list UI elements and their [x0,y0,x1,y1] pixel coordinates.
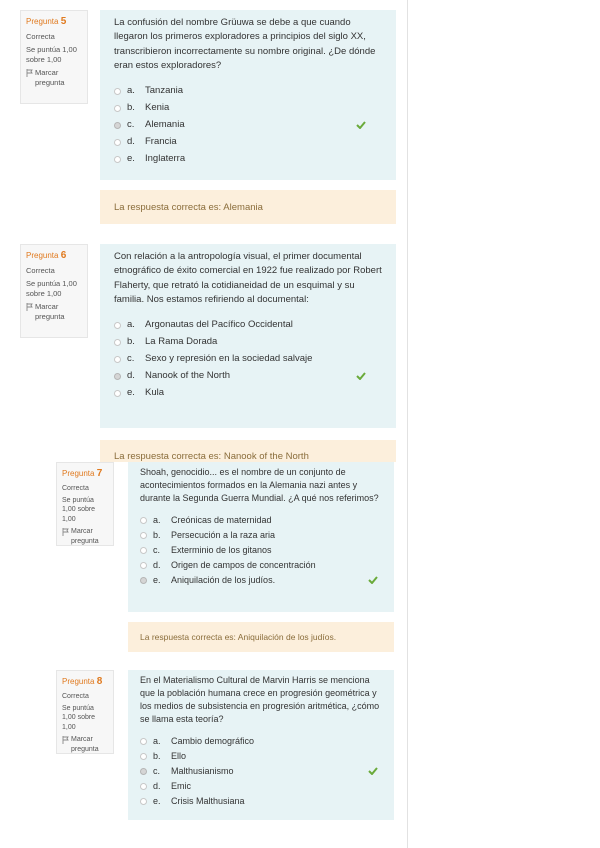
answer-option-selected[interactable] [140,573,382,588]
check-icon [356,121,366,129]
radio-button[interactable] [114,156,121,163]
option-letter: e. [127,153,135,165]
option-letter: b. [127,102,135,114]
question-score: Se puntúa 1,00 sobre 1,00 [26,278,77,298]
question-status: Correcta [62,692,89,700]
answer-option[interactable] [140,794,382,809]
question-number: 8 [96,676,103,687]
question-box-q8 [128,670,394,820]
option-text: Inglaterra [145,153,186,165]
option-text: Creónicas de maternidad [171,515,272,526]
flag-label: Marcar pregunta [35,67,65,87]
question-box-q6 [100,244,396,428]
question-label: Pregunta [26,251,59,260]
feedback-correct-answer [100,190,396,224]
option-text: Ello [171,751,187,762]
question-label: Pregunta [62,469,95,478]
answer-option[interactable] [140,779,382,794]
check-icon [368,576,378,584]
option-letter: c. [127,353,135,365]
option-text: Tanzania [145,85,184,97]
radio-button[interactable] [114,88,121,95]
flag-icon [62,528,69,536]
flag-question-link[interactable] [26,68,82,88]
radio-button[interactable] [140,517,147,524]
option-text: Cambio demográfico [171,736,255,747]
feedback-text: La respuesta correcta es: Nanook of the North [114,451,309,462]
answer-option[interactable] [140,749,382,764]
flag-label: Marcar pregunta [71,528,99,545]
answer-option-selected[interactable] [140,764,382,779]
feedback-correct-answer [128,622,394,652]
question-box-q5 [100,10,396,180]
option-letter: c. [127,119,135,131]
option-letter: d. [153,781,161,792]
option-letter: e. [127,387,135,399]
option-letter: d. [127,136,135,148]
radio-button[interactable] [140,532,147,539]
answer-option[interactable] [140,543,382,558]
question-number: 7 [96,468,103,479]
option-letter: b. [127,336,135,348]
flag-question-link[interactable] [62,527,108,546]
option-text: Origen de campos de concentración [171,560,316,571]
option-letter: e. [153,575,161,586]
option-letter: d. [153,560,161,571]
answer-option[interactable] [114,334,382,351]
question-text: La confusión del nombre Grüuwa se debe a que cuando llegaron los primeros exploradores a principios del siglo XX, transcribieron incorrectamente su nombre original. ¿De dónde eran estos exploradores? [114,17,376,71]
option-letter: a. [127,85,135,97]
answer-option[interactable] [140,528,382,543]
answer-option[interactable] [140,513,382,528]
option-letter: a. [127,319,135,331]
flag-icon [26,303,33,311]
option-text: Nanook of the North [145,370,231,382]
option-text: La Rama Dorada [145,336,218,348]
radio-button[interactable] [140,562,147,569]
radio-button-checked[interactable] [140,768,147,775]
option-text: Emic [171,781,191,792]
radio-button-checked[interactable] [140,577,147,584]
question-score: Se puntúa 1,00 sobre 1,00 [26,44,77,64]
question-status: Correcta [26,265,55,275]
answer-option[interactable] [140,558,382,573]
question-box-q7 [128,462,394,612]
radio-button[interactable] [114,390,121,397]
option-letter: a. [153,736,161,747]
option-letter: b. [153,751,161,762]
option-text: Kenia [145,102,170,114]
check-icon [356,372,366,380]
answer-option[interactable] [114,385,382,402]
radio-button[interactable] [140,798,147,805]
answer-option[interactable] [114,351,382,368]
feedback-correct-answer [100,440,396,462]
answer-option[interactable] [114,317,382,334]
answer-option[interactable] [140,734,382,749]
option-text: Kula [145,387,165,399]
option-letter: b. [153,530,161,541]
option-text: Malthusianismo [171,766,234,777]
radio-button[interactable] [140,547,147,554]
check-icon [368,767,378,775]
question-score: Se puntúa 1,00 sobre 1,00 [62,704,96,731]
option-text: Alemania [145,119,185,131]
flag-label: Marcar pregunta [71,736,99,753]
option-text: Crisis Malthusiana [171,796,245,807]
flag-icon [26,69,33,77]
question-info-q6 [20,244,88,338]
option-letter: c. [153,545,161,556]
radio-button[interactable] [140,753,147,760]
answer-option-selected[interactable] [114,117,382,134]
radio-button[interactable] [140,738,147,745]
question-info-q8 [56,670,114,754]
question-label: Pregunta [62,677,95,686]
option-text: Argonautas del Pacífico Occidental [145,319,293,331]
flag-label: Marcar pregunta [35,301,65,321]
option-text: Francia [145,136,177,148]
radio-button[interactable] [114,322,121,329]
question-text: Shoah, genocidio... es el nombre de un conjunto de acontecimientos formados en la Alemania nazi antes y durante la Segunda Guerra Mundial. ¿A qué nos referimos? [140,467,379,504]
answer-option[interactable] [114,151,382,168]
flag-question-link[interactable] [26,302,82,322]
option-text: Persecución a la raza aria [171,530,276,541]
page-divider [407,0,408,848]
question-number: 5 [60,16,67,27]
question-label: Pregunta [26,17,59,26]
flag-icon [62,736,69,744]
answer-option[interactable] [114,100,382,117]
radio-button-checked[interactable] [114,373,121,380]
question-status: Correcta [26,31,55,41]
question-number: 6 [60,250,67,261]
flag-question-link[interactable] [62,735,108,754]
option-text: Sexo y represión en la sociedad salvaje [145,353,313,365]
option-letter: d. [127,370,135,382]
radio-button[interactable] [114,105,121,112]
option-letter: c. [153,766,161,777]
option-text: Aniquilación de los judíos. [171,575,276,586]
radio-button[interactable] [114,356,121,363]
radio-button[interactable] [140,783,147,790]
answer-option-selected[interactable] [114,368,382,385]
answer-option[interactable] [114,83,382,100]
feedback-text: La respuesta correcta es: Aniquilación de los judíos. [140,632,337,642]
question-text: Con relación a la antropología visual, el primer documental etnográfico de éxito comercial en 1922 fue realizado por Robert Flaherty, que retrató la cotidianeidad de un esquimal y su familia. Nos estamos refiriendo al documental: [114,251,382,305]
option-text: Exterminio de los gitanos [171,545,272,556]
radio-button[interactable] [114,339,121,346]
question-text: En el Materialismo Cultural de Marvin Harris se menciona que la población humana crece en progresión geométrica y los medios de subsistencia en progresión aritmética, ¿cómo se llama esta teoría? [140,675,380,725]
radio-button[interactable] [114,139,121,146]
option-letter: e. [153,796,161,807]
question-status: Correcta [62,484,89,492]
question-info-q7 [56,462,114,546]
radio-button-checked[interactable] [114,122,121,129]
answer-option[interactable] [114,134,382,151]
feedback-text: La respuesta correcta es: Alemania [114,201,263,213]
option-letter: a. [153,515,161,526]
question-score: Se puntúa 1,00 sobre 1,00 [62,496,96,523]
question-info-q5 [20,10,88,104]
